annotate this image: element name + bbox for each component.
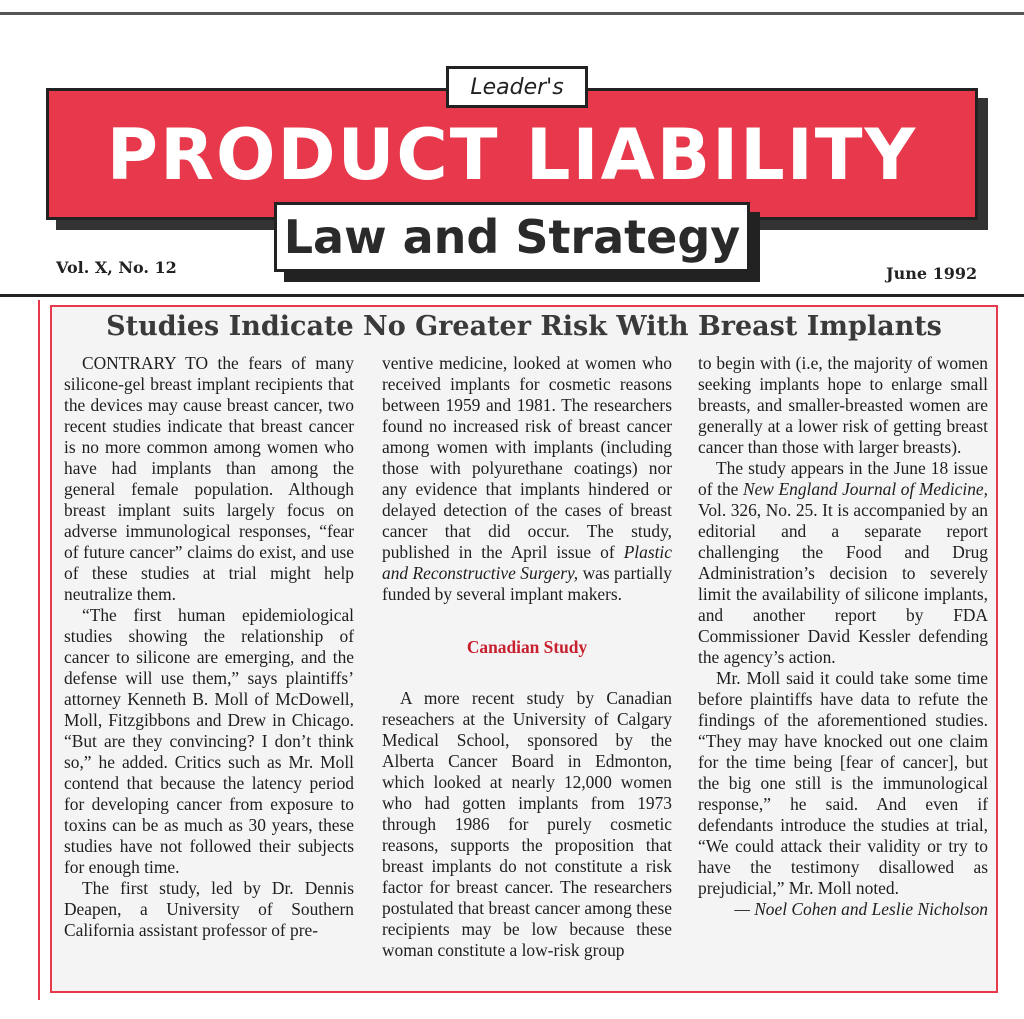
text-run: Vol. 326, No. 25. It is accompanied by an editorial and a separate report challenging the Food and Drug Administration’s decision to severely limit the availability of silicone implants, and another report by FDA Commissioner David Kessler defending the agency’s action. xyxy=(698,500,988,667)
masthead-title: PRODUCT LIABILITY xyxy=(106,114,918,196)
paragraph: The first study, led by Dr. Dennis Deapen, a University of Southern California assistant professor of pre- xyxy=(64,878,354,940)
masthead-leaders-tag: Leader's xyxy=(446,66,588,108)
paragraph: to begin with (i.e, the majority of women seeking implants hope to enlarge small breasts, and smaller-breasted women are generally at a lower risk of getting breast cancer than those with larger breasts). xyxy=(698,353,988,457)
paragraph: CONTRARY TO the fears of many silicone-gel breast implant recipients that the devices may cause breast cancer, two recent studies indicate that breast cancer is no more common among women who have had implants than among the general female population. Although breast implant suits largely focus on adverse immunological responses, “fear of future cancer” claims do exist, and use of these studies at trial might help neutralize them. xyxy=(64,353,354,604)
top-rule xyxy=(0,12,1024,15)
article-column-3 xyxy=(698,353,988,920)
paragraph xyxy=(382,353,672,605)
article xyxy=(50,305,998,993)
masthead-rule xyxy=(0,294,1024,297)
paragraph xyxy=(698,458,988,668)
paragraph: Mr. Moll said it could take some time before plaintiffs have data to refute the findings of the aforementioned studies. “They may have knocked out one claim for the time being [fear of cancer], but the big one still is the immunological response,” he said. And even if defendants introduce the studies at trial, “We could attack their validity or try to have the testimony disallowed as prejudicial,” Mr. Moll noted. xyxy=(698,668,988,898)
volume-number: Vol. X, No. 12 xyxy=(56,258,177,277)
paragraph: A more recent study by Canadian reseachers at the University of Calgary Medical School, sponsored by the Alberta Cancer Board in Edmonton, which looked at nearly 12,000 women who had gotten implants from 1973 through 1986 for purely cosmetic reasons, supports the proposition that breast implants do not constitute a risk factor for breast cancer. The researchers postulated that breast cancer among these recipients may be low because these woman constitute a low-risk group xyxy=(382,688,672,960)
text-run: was partially funded by several implant makers. xyxy=(382,563,673,604)
text-run: The study appears in the June 18 issue of the xyxy=(698,458,988,499)
left-edge-rule xyxy=(38,300,40,1000)
journal-title: Plastic and Reconstructive Surgery, xyxy=(382,542,672,583)
byline: — Noel Cohen and Leslie Nicholson xyxy=(734,899,988,919)
paragraph: “The first human epidemiological studies showing the relationship of cancer to silicone are emerging, and the defense will use them,” says plaintiffs’ attorney Kenneth B. Moll of McDowell, Moll, Fitzgibbons and Drew in Chicago. “But are they convincing? I don’t think so,” he added. Critics such as Mr. Moll contend that because the latency period for developing cancer from exposure to toxins can be as much as 30 years, these studies have not followed their subjects for enough time. xyxy=(64,605,354,877)
article-column-1 xyxy=(64,353,354,941)
journal-title: New England Journal of Medicine, xyxy=(742,479,988,499)
issue-date: June 1992 xyxy=(886,264,978,283)
section-subhead: Canadian Study xyxy=(466,637,588,657)
article-column-2 xyxy=(382,353,672,961)
text-run: ventive medicine, looked at women who received implants for cosmetic reasons between 1959 and 1981. The researchers found no increased risk of breast cancer among women with implants (including those with polyurethane coatings) nor any evidence that implants hindered or delayed detection of the cases of breast cancer that did occur. The study, published in the April issue of xyxy=(382,353,672,562)
article-headline: Studies Indicate No Greater Risk With Breast Implants xyxy=(106,311,942,342)
masthead-subtitle: Law and Strategy xyxy=(274,202,750,272)
